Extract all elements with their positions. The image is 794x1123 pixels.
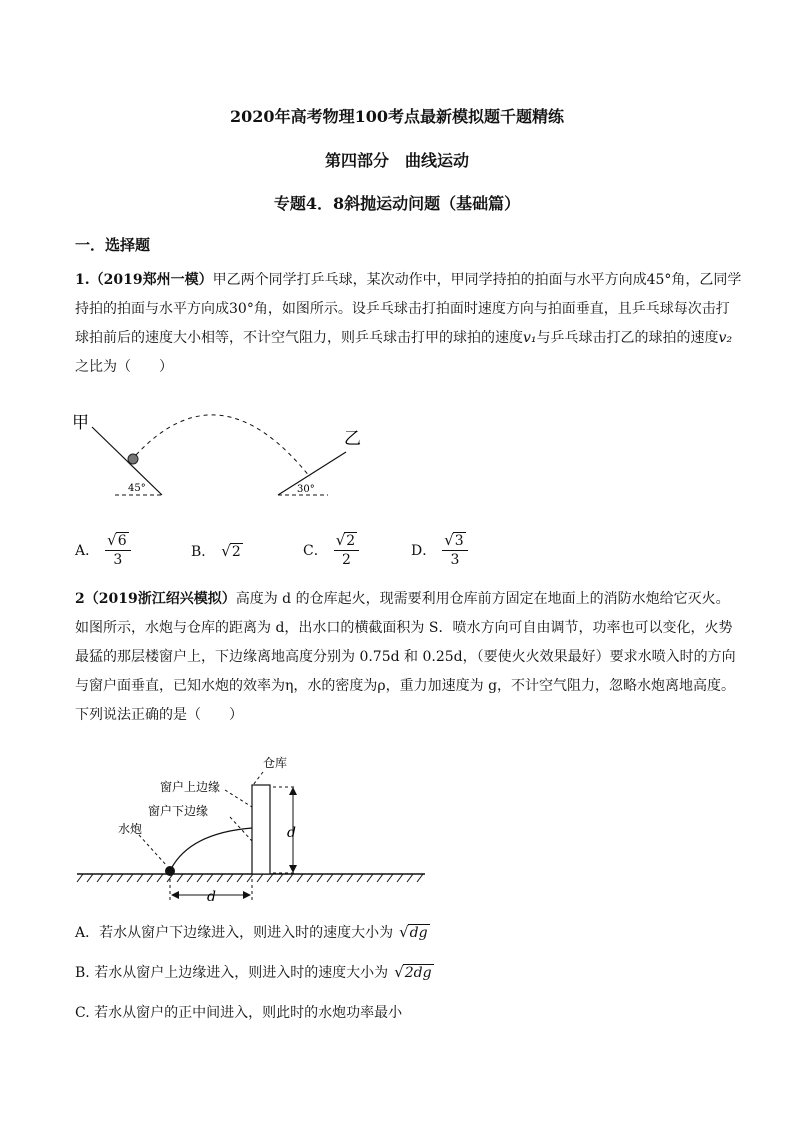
leader-warehouse [253, 772, 263, 785]
dim-arrow-left [171, 891, 179, 899]
warehouse [252, 785, 270, 874]
label-cannon: 水炮 [118, 822, 143, 836]
q1-line2: 持拍的拍面与水平方向成30°角，如图所示。设乒乓球击打拍面时速度方向与拍面垂直，且乒乓球每次击打 [75, 301, 730, 317]
leader-cannon [139, 835, 167, 866]
q1-option-a[interactable] [75, 531, 131, 569]
radicand: 6 [117, 533, 127, 549]
q1-line1: 甲乙两个同学打乒乓球，某次动作中，甲同学持拍的拍面与水平方向成45°角，乙同学 [212, 272, 742, 288]
q1-v2: v₂ [718, 330, 733, 346]
q1-source: 1.（2019郑州一模） [75, 272, 213, 288]
water-stream [171, 828, 252, 869]
q1-option-b[interactable]: B． √2 [191, 542, 241, 560]
label-height-d: d [287, 825, 296, 841]
q1-line3a: 球拍前后的速度大小相等，不计空气阻力，则乒乓球击打甲的球拍的速度 [75, 330, 523, 346]
denominator: 2 [342, 552, 351, 568]
dim-arrow-right [243, 891, 251, 899]
dim-arrow-up [289, 787, 297, 795]
label-lower-edge: 窗户下边缘 [148, 804, 209, 818]
q2-line5: 下列说法正确的是（ ） [75, 707, 243, 723]
denominator: 3 [113, 552, 123, 568]
jia-paddle-line [92, 427, 162, 495]
option-a-text: A．若水从窗户下边缘进入，则进入时的速度大小为 [75, 925, 394, 941]
q2-line2: 如图所示，水炮与仓库的距离为 d，出水口的横截面积为 S．喷水方向可自由调节，功率也可以变化，火势 [75, 620, 733, 636]
fraction: $\frac{√6}{3}$ [105, 531, 130, 569]
angle-jia: 45° [128, 483, 146, 494]
section-heading: 一．选择题 [75, 236, 151, 254]
q1-line3b: 与乒乓球击打乙的球拍的速度 [536, 330, 719, 346]
option-letter: A． [75, 543, 100, 559]
dim-arrow-down [289, 865, 297, 873]
label-distance-d: d [207, 889, 216, 905]
q2-line4: 与窗户面垂直，已知水炮的效率为η，水的密度为ρ，重力加速度为 g，不计空气阻力，忽略水炮离地高度。 [75, 678, 736, 694]
water-cannon [165, 866, 175, 876]
ball-trajectory [136, 415, 310, 477]
radicand: 3 [454, 533, 464, 549]
question-2 [75, 585, 735, 730]
fraction: $\frac{√2}{2}$ [334, 531, 359, 569]
q1-v1: v₁ [523, 330, 537, 346]
question-1 [75, 266, 742, 382]
q2-line1: 高度为 d 的仓库起火，现需要利用仓库前方固定在地面上的消防水炮给它灭火。 [235, 591, 730, 607]
q1-line4: 之比为（ ） [75, 359, 173, 375]
part-title: 第四部分 曲线运动 [324, 151, 469, 170]
label-upper-edge: 窗户上边缘 [160, 780, 221, 794]
radicand: 2 [231, 544, 241, 560]
ground-hatching [77, 874, 423, 882]
option-a-radicand: dg [409, 925, 428, 941]
option-letter: C． [303, 543, 328, 559]
leader-upper-edge [225, 790, 252, 807]
ping-pong-ball [128, 454, 138, 464]
q2-option-a[interactable]: A．若水从窗户下边缘进入，则进入时的速度大小为 √dg [75, 923, 428, 941]
topic-title: 专题4．8斜抛运动问题（基础篇） [273, 194, 521, 213]
option-b-text: B. 若水从窗户上边缘进入，则进入时的速度大小为 [75, 965, 389, 981]
fraction: $\frac{√3}{3}$ [442, 531, 467, 569]
q1-option-d[interactable] [411, 531, 468, 569]
q2-option-b[interactable]: B. 若水从窗户上边缘进入，则进入时的速度大小为 √2dg [75, 963, 432, 981]
q1-option-c[interactable] [303, 531, 359, 569]
label-jia: 甲 [72, 413, 89, 433]
label-warehouse: 仓库 [263, 756, 288, 770]
option-letter: D． [411, 543, 437, 559]
angle-yi: 30° [297, 484, 315, 495]
doc-title: 2020年高考物理100考点最新模拟题千题精练 [230, 107, 564, 126]
label-yi: 乙 [344, 429, 361, 449]
option-letter: B． [191, 544, 216, 560]
q2-option-c[interactable]: C. 若水从窗户的正中间进入，则此时的水炮功率最小 [75, 1005, 403, 1021]
q1-figure [70, 395, 370, 505]
q2-figure [75, 745, 435, 905]
denominator: 3 [450, 552, 460, 568]
q2-line3: 最猛的那层楼窗户上，下边缘离地高度分别为 0.75d 和 0.25d，（要使火火效果最好）要求水喷入时的方向 [75, 649, 736, 665]
option-b-radicand: 2dg [404, 965, 432, 981]
radicand: 2 [346, 533, 356, 549]
q2-source: 2（2019浙江绍兴模拟） [75, 591, 236, 607]
